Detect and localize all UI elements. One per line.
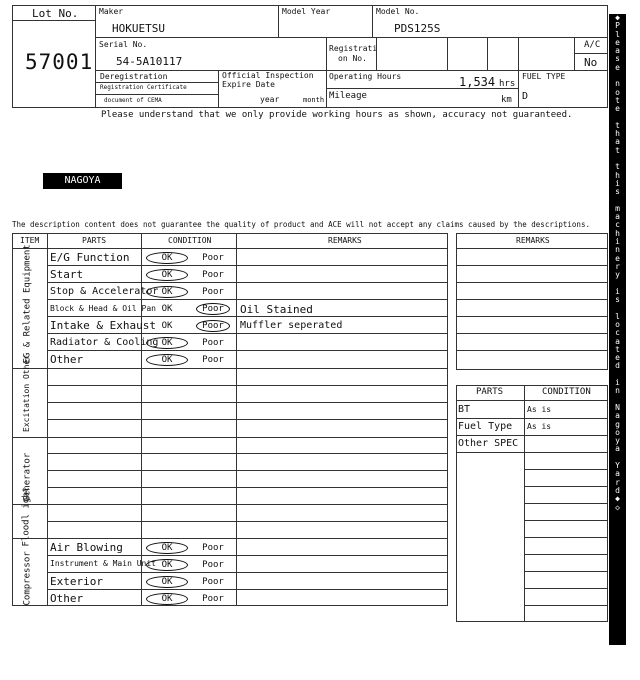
side-note-char: h (615, 129, 620, 139)
section-divider (12, 538, 448, 539)
divider (95, 5, 96, 108)
side-note-char: l (615, 311, 620, 321)
condition-ok-selected: OK (146, 286, 188, 298)
condition-ok: OK (161, 304, 173, 314)
spec-part: Other SPEC (458, 438, 519, 449)
right-remarks-header: REMARKS (516, 236, 550, 245)
side-note-char: o (615, 87, 620, 97)
row-line (524, 486, 608, 487)
row-line (524, 554, 608, 555)
mileage-label: Mileage (329, 91, 367, 101)
divider (326, 70, 327, 108)
accuracy-notice: Please understand that we only provide working hours as shown, accuracy not guaranteed. (101, 110, 573, 120)
side-note-char: c (615, 328, 620, 338)
condition-ok: OK (161, 321, 173, 331)
remark-text: Oil Stained (240, 303, 313, 316)
side-note-char: d (615, 361, 620, 371)
divider (456, 400, 608, 401)
side-note-char: a (615, 411, 620, 421)
ac-label: A/C (584, 40, 601, 50)
side-note-char: i (615, 237, 620, 247)
side-note-char: e (615, 253, 620, 263)
condition-poor: Poor (202, 594, 224, 604)
row-line (456, 265, 608, 266)
condition-ok-selected: OK (146, 559, 188, 571)
row-line (524, 571, 608, 572)
section-divider (12, 368, 448, 369)
side-note-char: n (615, 79, 620, 89)
divider (95, 94, 218, 95)
fuel-type-label: FUEL TYPE (522, 72, 566, 81)
divider (487, 37, 488, 70)
model-year-label: Model Year (282, 7, 331, 16)
row-line (524, 605, 608, 606)
condition-poor: Poor (202, 355, 224, 365)
row-line (47, 419, 448, 420)
side-note-char: t (615, 120, 620, 130)
section-compressor-label: Compressor (22, 551, 33, 606)
side-note-char: s (615, 295, 620, 305)
row-line (47, 299, 448, 300)
row-line (456, 350, 608, 351)
side-note-char: h (615, 170, 620, 180)
side-note-char: s (615, 54, 620, 64)
divider (95, 70, 608, 71)
row-line (456, 316, 608, 317)
side-note-char: t (615, 95, 620, 105)
side-note-char: n (615, 386, 620, 396)
side-note-char: a (615, 46, 620, 56)
divider (12, 20, 95, 21)
part-label: Block & Head & Oil Pan (50, 304, 156, 313)
divider (95, 37, 608, 38)
divider (447, 37, 448, 70)
divider (278, 5, 279, 37)
side-note-char: e (615, 353, 620, 363)
condition-ok-selected: OK (146, 252, 188, 264)
part-label: Stop & Accelerator (50, 286, 159, 297)
condition-poor-selected: Poor (196, 303, 230, 315)
side-note-char: s (615, 187, 620, 197)
spec-condition: As is (527, 405, 552, 414)
operating-hours-label: Operating Hours (329, 72, 402, 81)
header-item: ITEM (20, 236, 40, 245)
side-note-char: e (615, 104, 620, 114)
lot-no-value: 57001 (25, 50, 94, 74)
row-line (47, 555, 448, 556)
row-line (524, 520, 608, 521)
side-note-char: a (615, 137, 620, 147)
row-line (456, 333, 608, 334)
part-label: Other (50, 592, 84, 605)
km-label: km (501, 95, 512, 105)
row-line (456, 299, 608, 300)
location-badge: NAGOYA (43, 173, 122, 189)
side-note-char: m (615, 203, 620, 213)
row-line (456, 435, 608, 436)
side-note (609, 14, 626, 645)
divider (326, 37, 327, 70)
side-note-char: o (615, 319, 620, 329)
part-label: Air Blowing (50, 541, 123, 554)
operating-hours-value: 1,534 (459, 75, 496, 89)
hrs-label: hrs (499, 79, 516, 89)
row-line (47, 265, 448, 266)
right-parts-header: PARTS (476, 387, 504, 397)
month-label: month (303, 96, 325, 104)
side-note-char: r (615, 261, 620, 271)
side-note-char: Y (615, 461, 620, 471)
side-note-char: o (615, 427, 620, 437)
row-line (47, 453, 448, 454)
side-note-char: d (615, 485, 620, 495)
side-note-char: i (615, 286, 620, 296)
part-label: Start (50, 268, 84, 281)
side-note-char: ◇ (615, 502, 620, 512)
row-line (47, 282, 448, 283)
condition-poor: Poor (202, 338, 224, 348)
official-inspection-label: Official Inspection (222, 71, 314, 80)
expire-date-label: Expire Date (222, 80, 275, 89)
part-label: Intake & Exhaust (50, 319, 156, 332)
row-line (47, 333, 448, 334)
right-condition-header: CONDITION (542, 387, 591, 397)
divider (218, 70, 219, 108)
row-line (47, 316, 448, 317)
divider (372, 5, 373, 37)
part-label: Exterior (50, 575, 103, 588)
section-floodlight-label: Floodl ight (21, 486, 32, 547)
header-parts: PARTS (82, 236, 107, 245)
remark-text: Muffler seperated (240, 320, 343, 331)
condition-poor-selected: Poor (196, 320, 230, 332)
condition-ok-selected: OK (146, 593, 188, 605)
side-note-char: a (615, 469, 620, 479)
fuel-type-value: D (522, 91, 529, 102)
condition-ok-selected: OK (146, 269, 188, 281)
maker-value: HOKUETSU (112, 22, 165, 35)
divider (456, 248, 608, 249)
condition-ok-selected: OK (146, 576, 188, 588)
side-note-char: e (615, 37, 620, 47)
row-line (524, 537, 608, 538)
side-note-char: a (615, 444, 620, 454)
side-note-char: y (615, 436, 620, 446)
row-line (456, 452, 608, 453)
lot-no-label: Lot No. (32, 7, 79, 20)
row-line (524, 588, 608, 589)
row-line (47, 572, 448, 573)
maker-label: Maker (99, 7, 124, 16)
section-generator-label: Generator (22, 452, 33, 502)
section-divider (12, 437, 448, 438)
side-note-char: l (615, 29, 620, 39)
serial-no-label: Serial No. (99, 40, 148, 49)
row-line (47, 402, 448, 403)
section-excitation-label: Excitation Other (22, 354, 31, 432)
side-note-char: c (615, 220, 620, 230)
row-line (47, 470, 448, 471)
model-no-value: PDS125S (394, 22, 441, 35)
condition-poor: Poor (202, 560, 224, 570)
registration-certificate-label: Registration Certificate (100, 84, 187, 91)
side-note-char: t (615, 344, 620, 354)
deregistration-label: Deregistration (100, 72, 168, 81)
condition-poor: Poor (202, 287, 224, 297)
condition-ok-selected: OK (146, 542, 188, 554)
row-line (524, 469, 608, 470)
registration-label: on No. (338, 54, 367, 63)
part-label: Radiator & Cooling (50, 337, 159, 348)
model-no-label: Model No. (376, 7, 420, 16)
disclaimer: The description content does not guarantee the quality of product and ACE will not accept any claims caused by the descriptions. (12, 220, 590, 229)
side-note-char: i (615, 178, 620, 188)
row-line (456, 418, 608, 419)
ac-value: No (584, 56, 598, 69)
part-label: Other (50, 353, 84, 366)
year-label: year (260, 95, 280, 104)
row-line (47, 350, 448, 351)
side-note-char: N (615, 402, 620, 412)
divider (518, 37, 519, 70)
serial-no-value: 54-5A10117 (116, 55, 183, 68)
side-note-char: e (615, 62, 620, 72)
side-note-char: ◆ (615, 13, 620, 22)
row-line (47, 385, 448, 386)
divider (574, 53, 608, 54)
side-note-char: y (615, 270, 620, 280)
spec-part: BT (458, 404, 471, 415)
divider (95, 82, 218, 83)
side-note-char: g (615, 419, 620, 429)
section-divider (12, 504, 448, 505)
header-condition: CONDITION (168, 236, 212, 245)
condition-poor: Poor (202, 253, 224, 263)
cema-document-label: document of CEMA (104, 97, 162, 104)
registration-label: Registrati (329, 44, 378, 53)
side-note-char: t (615, 145, 620, 155)
side-note-char: P (615, 21, 620, 31)
condition-ok-selected: OK (146, 354, 188, 366)
condition-poor: Poor (202, 270, 224, 280)
side-note-char: i (615, 378, 620, 388)
row-line (47, 521, 448, 522)
section-eg-label: EG & Related Equipment (22, 244, 33, 364)
spec-part: Fuel Type (458, 421, 513, 432)
side-note-char: n (615, 245, 620, 255)
row-line (47, 589, 448, 590)
divider (12, 248, 448, 249)
side-note-char: a (615, 212, 620, 222)
row-line (524, 503, 608, 504)
side-note-char: h (615, 228, 620, 238)
side-note-char: r (615, 477, 620, 487)
header-remarks: REMARKS (328, 236, 362, 245)
condition-poor: Poor (202, 577, 224, 587)
divider (376, 37, 377, 70)
side-note-char: a (615, 336, 620, 346)
condition-poor: Poor (202, 543, 224, 553)
side-note-char: ◆ (615, 494, 620, 504)
spec-condition: As is (527, 422, 552, 431)
part-label: E/G Function (50, 251, 130, 264)
side-note-char: t (615, 162, 620, 172)
divider (518, 70, 519, 108)
row-line (456, 282, 608, 283)
part-label: Instrument & Main Unit (50, 559, 156, 568)
condition-ok-selected: OK (146, 337, 188, 349)
row-line (47, 487, 448, 488)
